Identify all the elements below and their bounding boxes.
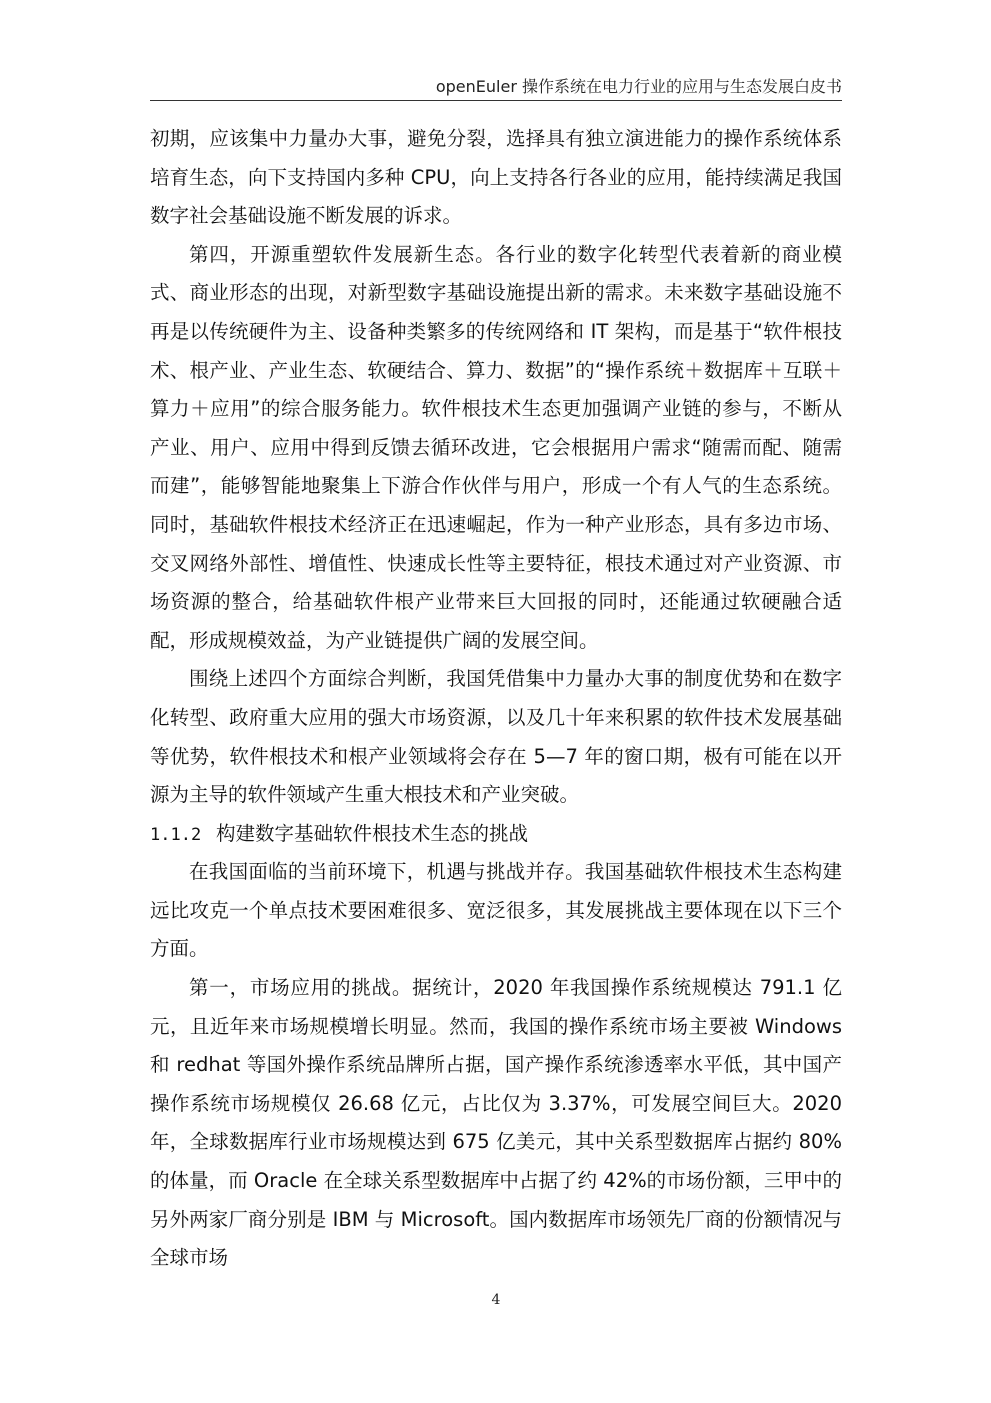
paragraph-fourth-point: 第四，开源重塑软件发展新生态。各行业的数字化转型代表着新的商业模式、商业形态的出现，对新型数字基础设施提出新的需求。未来数字基础设施不再是以传统硬件为主、设备种类繁多的传统网络和 IT 架构，而是基于“软件根技术、根产业、产业生态、软硬结合、算力、数据”的“操作系统＋数据库＋互联＋算力＋应用”的综合服务能力。软件根技术生态更加强调产业链的参与，不断从产业、用户、应用中得到反馈去循环改进，它会根据用户需求“随需而配、随需而建”，能够智能地聚集上下游合作伙伴与用户，形成一个有人气的生态系统。同时，基础软件根技术经济正在迅速崛起，作为一种产业形态，具有多边市场、交叉网络外部性、增值性、快速成长性等主要特征，根技术通过对产业资源、市场资源的整合，给基础软件根产业带来巨大回报的同时，还能通过软硬融合适配，形成规模效益，为产业链提供广阔的发展空间。 xyxy=(150,242,842,652)
page-number: 4 xyxy=(491,1292,501,1308)
header-divider xyxy=(150,100,842,101)
body-text xyxy=(150,120,842,1278)
section-title: 构建数字基础软件根技术生态的挑战 xyxy=(216,821,529,845)
paragraph-market-challenge: 第一，市场应用的挑战。据统计，2020 年我国操作系统规模达 791.1 亿元，且近年来市场规模增长明显。然而，我国的操作系统市场主要被 Windows 和 redhat 等国外操作系统品牌所占据，国产操作系统渗透率水平低，其中国产操作系统市场规模仅 26.68 亿元，占比仅为 3.37%，可发展空间巨大。2020 年，全球数据库行业市场规模达到 675 亿美元，其中关系型数据库占据约 80%的体量，而 Oracle 在全球关系型数据库中占据了约 42%的市场份额，三甲中的另外两家厂商分别是 IBM 与 Microsoft。国内数据库市场领先厂商的份额情况与全球市场 xyxy=(150,976,842,1270)
paragraph-challenges-intro: 在我国面临的当前环境下，机遇与挑战并存。我国基础软件根技术生态构建远比攻克一个单点技术要困难很多、宽泛很多，其发展挑战主要体现在以下三个方面。 xyxy=(150,860,842,961)
paragraph-continuation: 初期，应该集中力量办大事，避免分裂，选择具有独立演进能力的操作系统体系培育生态，向下支持国内多种 CPU，向上支持各行各业的应用，能持续满足我国数字社会基础设施不断发展的诉求。 xyxy=(150,127,842,228)
running-header: openEuler 操作系统在电力行业的应用与生态发展白皮书 xyxy=(435,77,842,96)
section-number: 1.1.2 xyxy=(150,824,202,845)
section-heading xyxy=(150,815,842,854)
paragraph-summary: 围绕上述四个方面综合判断，我国凭借集中力量办大事的制度优势和在数字化转型、政府重大应用的强大市场资源，以及几十年来积累的软件技术发展基础等优势，软件根技术和根产业领域将会存在 5—7 年的窗口期，极有可能在以开源为主导的软件领域产生重大根技术和产业突破。 xyxy=(150,667,842,807)
